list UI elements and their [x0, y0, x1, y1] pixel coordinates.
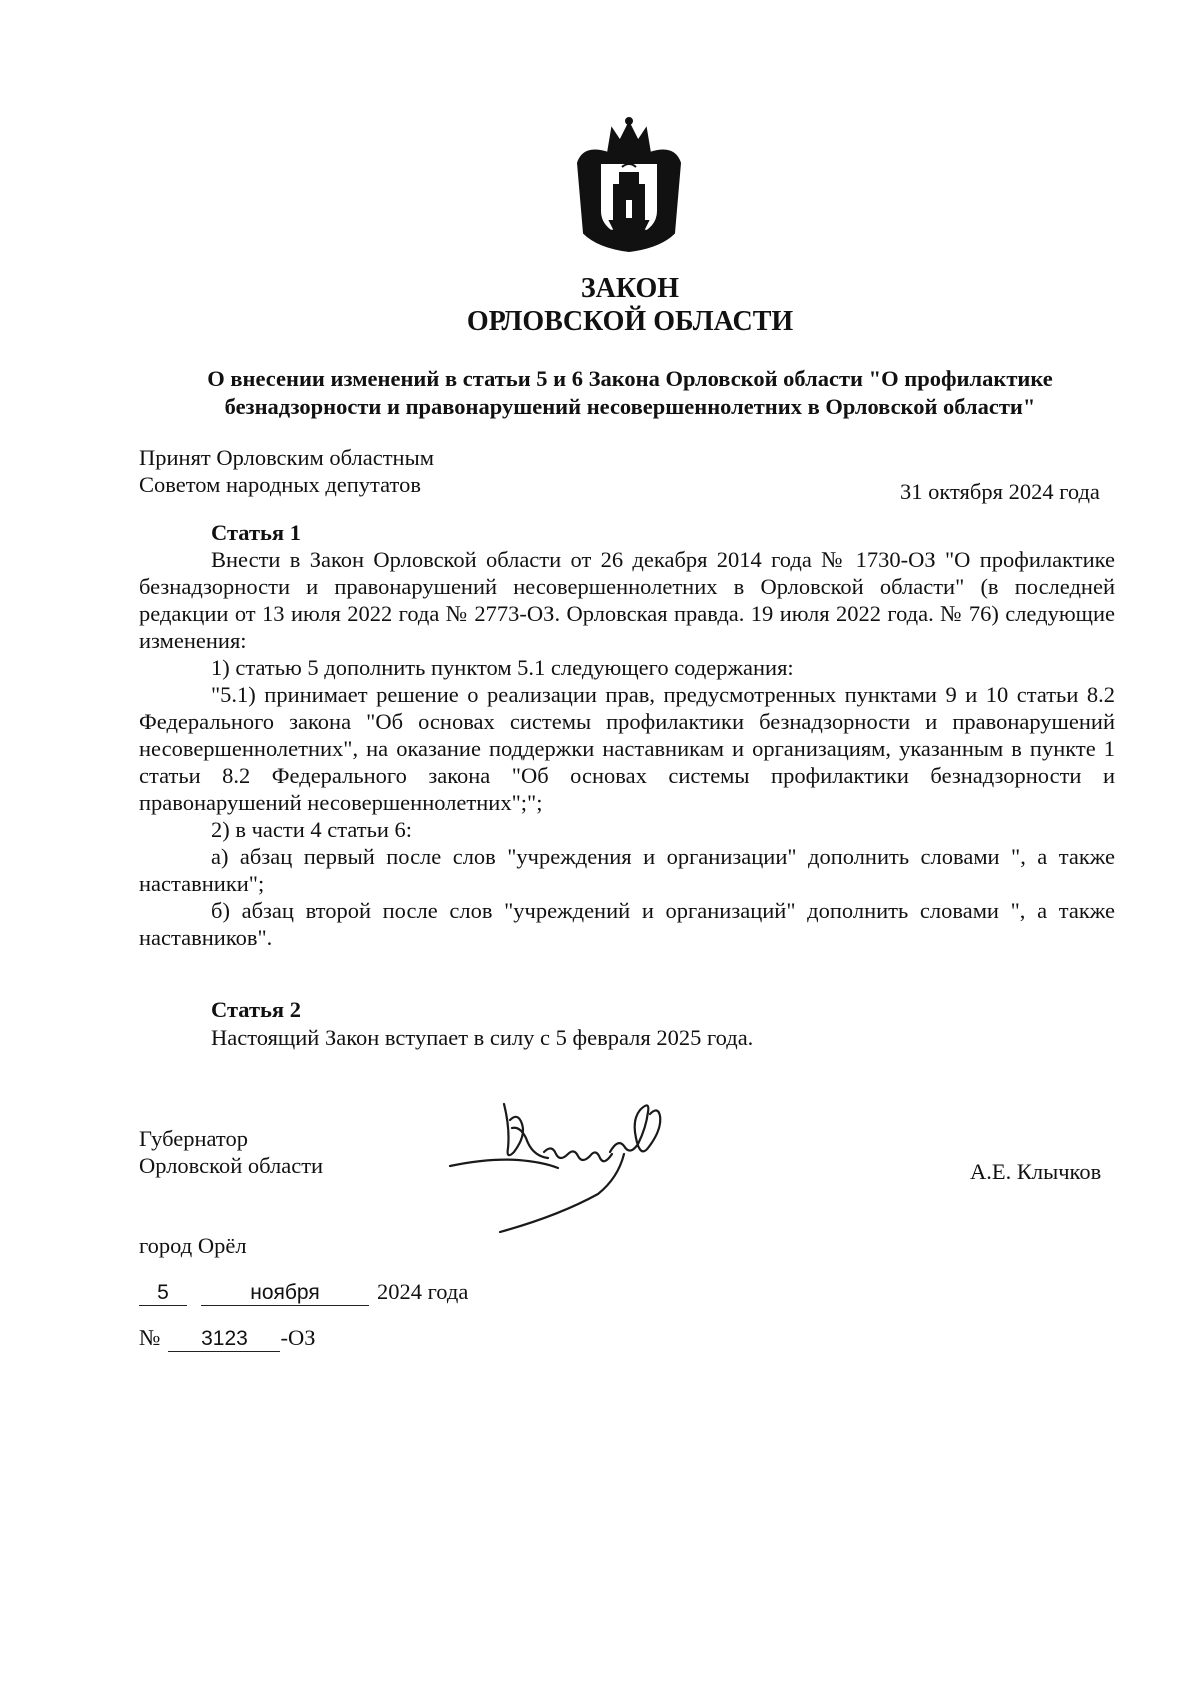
coat-of-arms-icon [570, 115, 688, 253]
document-subtitle [150, 365, 1110, 421]
subtitle-line2: безнадзорности и правонарушений несовершеннолетних в Орловской области" [224, 394, 1036, 419]
adopted-date: 31 октября 2024 года [900, 479, 1100, 504]
signer-title-line2: Орловской области [139, 1153, 324, 1178]
article1-paragraph: 1) статью 5 дополнить пунктом 5.1 следующего содержания: [211, 655, 794, 680]
signing-month: ноября [201, 1281, 369, 1306]
article1-paragraph: Внести в Закон Орловской области от 26 декабря 2014 года № 1730-ОЗ "О профилактике безнадзорности и правонарушений несовершеннолетних в Орловской области" (в последней редакции от 13 июля 2022 года № 2773-ОЗ. Орловская правда. 19 июля 2022 года. № 76) следующие изменения: [139, 547, 1115, 653]
article1-paragraph: "5.1) принимает решение о реализации прав, предусмотренных пунктами 9 и 10 статьи 8.2 Федерального закона "Об основах системы профилактики безнадзорности и правонарушений несовершеннолетних", на оказание поддержки наставникам и организациям, указанным в пункте 1 статьи 8.2 Федерального закона "Об основах системы профилактики безнадзорности и правонарушений несовершеннолетних";"; [139, 682, 1115, 815]
adopted-by-line1: Принят Орловским областным [139, 445, 434, 470]
signature-image [448, 1098, 673, 1233]
article2-heading: Статья 2 [211, 997, 301, 1022]
signer-title-line1: Губернатор [139, 1126, 248, 1151]
subtitle-line1: О внесении изменений в статьи 5 и 6 Закона Орловской области "О профилактике [207, 366, 1053, 391]
signing-year: 2024 года [377, 1279, 469, 1304]
number-suffix: -ОЗ [280, 1325, 316, 1350]
number-sign: № [139, 1325, 161, 1350]
signing-date [139, 1278, 468, 1306]
article1-paragraph: 2) в части 4 статьи 6: [211, 817, 413, 842]
article1-paragraph: а) абзац первый после слов "учреждения и организации" дополнить словами ", а также наставники"; [139, 844, 1115, 896]
number-value: 3123 [168, 1327, 280, 1352]
article1-body [139, 546, 1115, 951]
adopted-by-line2: Советом народных депутатов [139, 472, 421, 497]
city-name: город Орёл [139, 1233, 247, 1258]
signer-name: А.Е. Клычков [970, 1159, 1102, 1184]
article1-paragraph: б) абзац второй после слов "учреждений и организаций" дополнить словами ", а также наставников". [139, 898, 1115, 950]
article1-heading: Статья 1 [211, 520, 301, 545]
signing-day: 5 [139, 1281, 187, 1306]
law-number [139, 1324, 315, 1352]
document-title-line1: ЗАКОН [580, 273, 680, 304]
article2-text: Настоящий Закон вступает в силу с 5 февраля 2025 года. [211, 1025, 754, 1050]
document-title-line2: ОРЛОВСКОЙ ОБЛАСТИ [466, 306, 794, 337]
